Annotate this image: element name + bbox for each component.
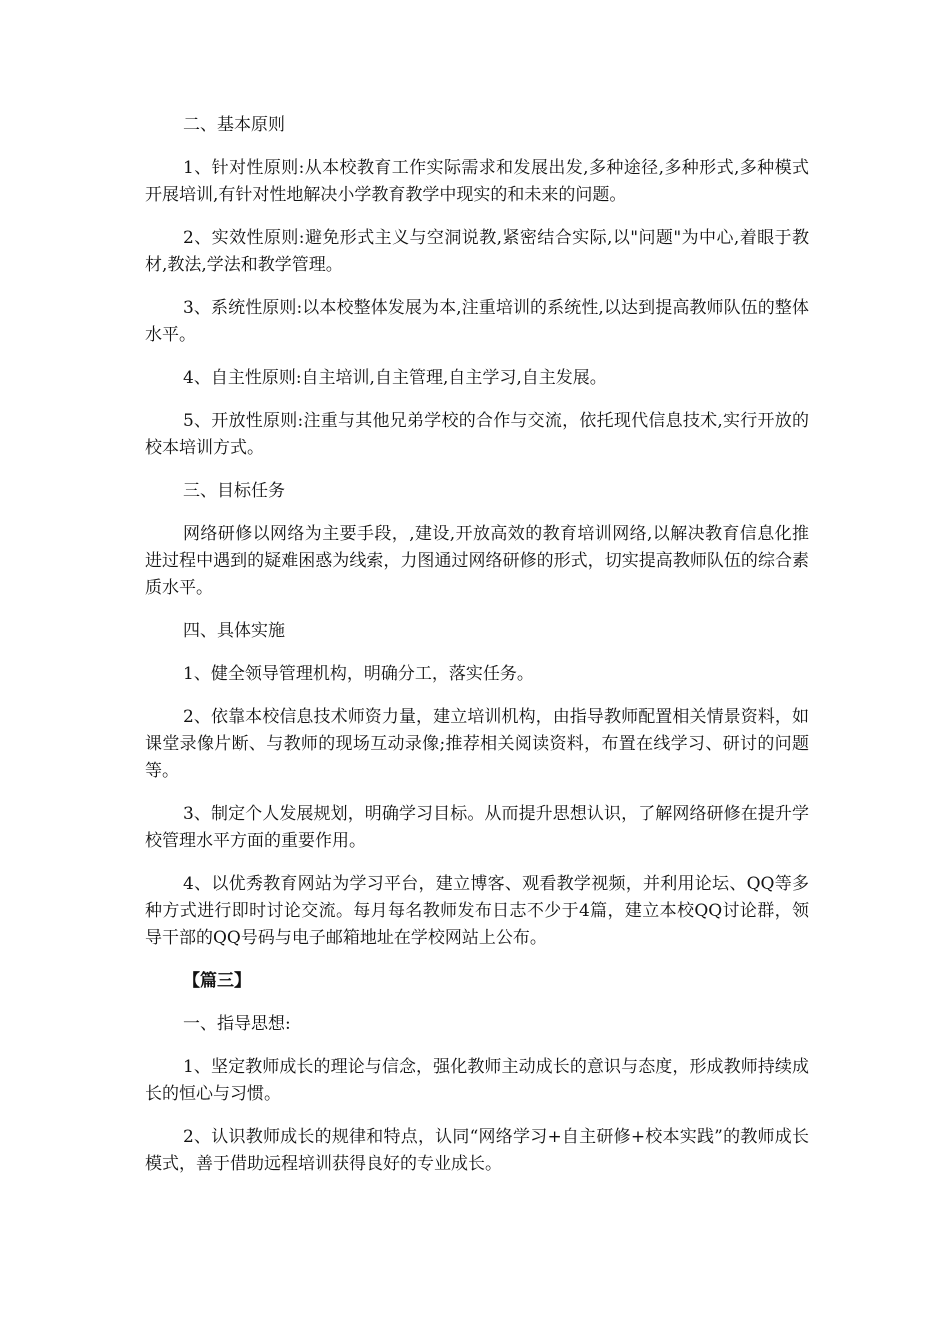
paragraph-principle-targeted: 1、针对性原则:从本校教育工作实际需求和发展出发,多种途径,多种形式,多种模式开展培训,有针对性地解决小学教育教学中现实的和未来的问题。	[145, 158, 809, 205]
paragraph-goals: 网络研修以网络为主要手段，,建设,开放高效的教育培训网络,以解决教育信息化推进过程中遇到的疑难困惑为线索，力图通过网络研修的形式，切实提高教师队伍的综合素质水平。	[145, 524, 809, 598]
paragraph-guiding-1: 1、坚定教师成长的理论与信念，强化教师主动成长的意识与态度，形成教师持续成长的恒心与习惯。	[145, 1057, 809, 1104]
section-heading-implementation: 四、具体实施	[183, 621, 285, 641]
section-heading-guiding-ideas: 一、指导思想:	[183, 1014, 291, 1034]
section-heading-goals: 三、目标任务	[183, 481, 285, 501]
paragraph-implementation-1: 1、健全领导管理机构，明确分工，落实任务。	[183, 664, 534, 684]
paragraph-principle-systematic: 3、系统性原则:以本校整体发展为本,注重培训的系统性,以达到提高教师队伍的整体水平。	[145, 298, 809, 345]
paragraph-implementation-3: 3、制定个人发展规划，明确学习目标。从而提升思想认识，了解网络研修在提升学校管理水平方面的重要作用。	[145, 804, 809, 851]
chapter-title-part-three: 【篇三】	[183, 971, 251, 991]
document-body	[145, 112, 809, 1178]
paragraph-guiding-2: 2、认识教师成长的规律和特点，认同“网络学习+自主研修+校本实践”的教师成长模式，善于借助远程培训获得良好的专业成长。	[145, 1127, 809, 1174]
section-heading-principles: 二、基本原则	[183, 115, 285, 135]
paragraph-implementation-2: 2、依靠本校信息技术师资力量，建立培训机构，由指导教师配置相关情景资料，如课堂录像片断、与教师的现场互动录像;推荐相关阅读资料，布置在线学习、研讨的问题等。	[145, 707, 809, 781]
paragraph-principle-effectiveness: 2、实效性原则:避免形式主义与空洞说教,紧密结合实际,以"问题"为中心,着眼于教材,教法,学法和教学管理。	[145, 228, 809, 275]
paragraph-implementation-4: 4、以优秀教育网站为学习平台，建立博客、观看教学视频，并利用论坛、QQ等多种方式进行即时讨论交流。每月每名教师发布日志不少于4篇，建立本校QQ讨论群，领导干部的QQ号码与电子邮箱地址在学校网站上公布。	[145, 874, 809, 948]
paragraph-principle-openness: 5、开放性原则:注重与其他兄弟学校的合作与交流，依托现代信息技术,实行开放的校本培训方式。	[145, 411, 809, 458]
paragraph-principle-autonomy: 4、自主性原则:自主培训,自主管理,自主学习,自主发展。	[183, 368, 607, 388]
